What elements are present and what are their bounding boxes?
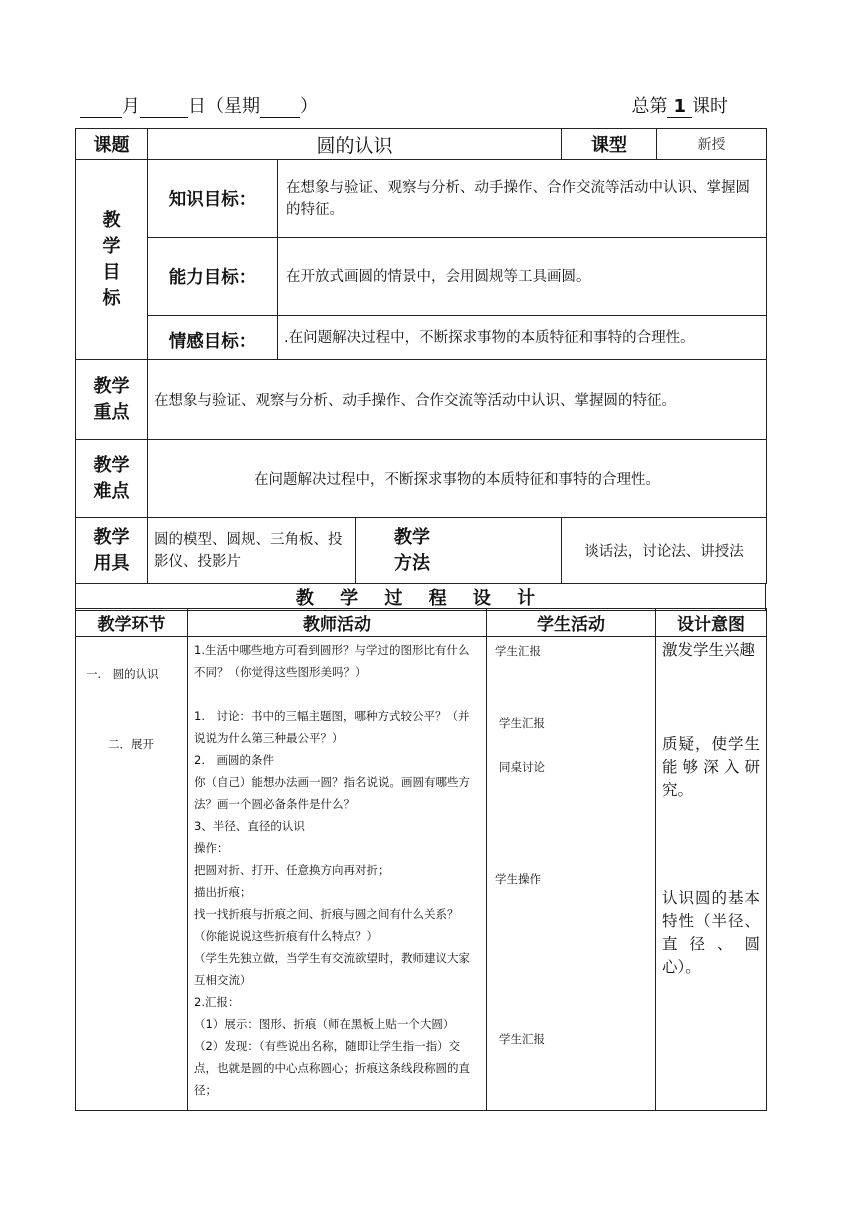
date-fields [80, 92, 318, 118]
day-blank[interactable] [140, 100, 188, 118]
teacher-line: 1. 讨论：书中的三幅主题图，哪种方式较公平？（并说说为什么第三种最公平？） [194, 709, 470, 745]
teacher-line: （2）发现：（有些说出名称，随即让学生指一指）交点，也就是圆的中心点称圆心；折痕这条线段称圆的直径； [194, 1039, 470, 1097]
teacher-line: 你（自己）能想办法画一圆？指名说说。画圆有哪些方法？画一个圆必备条件是什么？ [194, 775, 470, 811]
day-label: 日（星期 [188, 96, 260, 117]
type-value: 新授 [657, 129, 767, 160]
intent-item: 认识圆的基本特性（半径、直径、圆心）。 [662, 889, 760, 976]
knowledge-label: 知识目标： [148, 160, 278, 238]
month-label: 月 [122, 96, 140, 117]
student-item: 学生操作 [495, 872, 541, 886]
month-blank[interactable] [80, 100, 122, 118]
difficulty-label-line1: 教学 [93, 454, 130, 476]
goals-label-text: 教学目标 [102, 209, 121, 309]
teacher-line: 1.生活中哪些地方可看到圆形？与学过的图形比有什么不同？（你觉得这些图形美吗？） [194, 643, 470, 679]
method-label-line1: 教学 [394, 526, 430, 548]
tools-label-line1: 教学 [93, 526, 130, 548]
student-item: 同桌讨论 [499, 760, 545, 774]
teacher-line: 把圆对折、打开、任意换方向再对折； [194, 863, 390, 877]
tools-label-line2: 用具 [93, 552, 130, 574]
teacher-line: 2. 画圆的条件 [194, 753, 274, 767]
lesson-number: 1 [673, 96, 686, 117]
key-label [76, 360, 148, 440]
process-title: 教 学 过 程 设 计 [76, 584, 766, 611]
key-label-line2: 重点 [93, 401, 130, 423]
teacher-activity-cell [188, 637, 487, 1111]
column-stage: 教学环节 [76, 609, 188, 637]
emotion-label: 情感目标： [148, 316, 278, 360]
weekday-blank[interactable] [260, 100, 300, 118]
teacher-line: 找一找折痕与折痕之间、折痕与圆之间有什么关系？（你能说说这些折痕有什么特点？） [194, 907, 459, 943]
teacher-line: （1）展示：图形、折痕（师在黑板上贴一个大圆） [194, 1017, 455, 1031]
teacher-spacer [194, 683, 480, 705]
method-text: 谈话法，讨论法、讲授法 [562, 518, 767, 584]
column-student: 学生活动 [487, 609, 656, 637]
intent-cell [656, 637, 767, 1111]
student-item: 学生汇报 [499, 1032, 545, 1046]
student-item: 学生汇报 [499, 716, 545, 730]
difficulty-text: 在问题解决过程中，不断探求事物的本质特征和事特的合理性。 [148, 440, 767, 518]
type-label: 课型 [562, 129, 657, 160]
stage-item: 二．展开 [108, 737, 154, 751]
tools-text: 圆的模型、圆规、三角板、投影仪、投影片 [148, 518, 356, 584]
tools-label [76, 518, 148, 584]
header-line [80, 92, 760, 118]
student-activity-cell [487, 637, 656, 1111]
intent-item: 质疑，使学生能够深入研究。 [662, 735, 760, 799]
ability-text: 在开放式画圆的情景中，会用圆规等工具画圆。 [278, 238, 767, 316]
topic-label: 课题 [76, 129, 148, 160]
teacher-line: 2.汇报： [194, 995, 240, 1009]
lesson-info-table [75, 128, 767, 584]
method-label [356, 518, 562, 584]
difficulty-label-line2: 难点 [93, 480, 130, 502]
key-label-line1: 教学 [93, 375, 130, 397]
weekday-close: ） [300, 96, 318, 117]
column-teacher: 教师活动 [188, 609, 487, 637]
teacher-line: 3、半径、直径的认识 [194, 819, 305, 833]
topic-value: 圆的认识 [148, 129, 562, 160]
emotion-text: .在问题解决过程中，不断探求事物的本质特征和事特的合理性。 [278, 316, 767, 360]
process-table [75, 608, 767, 1111]
lesson-suffix: 课时 [692, 96, 728, 117]
lesson-counter [631, 92, 728, 118]
student-item: 学生汇报 [495, 644, 541, 658]
teacher-line: 操作： [194, 841, 229, 855]
total-prefix: 总第 [631, 96, 668, 117]
ability-label: 能力目标： [148, 238, 278, 316]
teacher-line: （学生先独立做，当学生有交流欲望时，教师建议大家互相交流） [194, 951, 470, 987]
column-intent: 设计意图 [656, 609, 767, 637]
stage-cell [76, 637, 188, 1111]
process-title-table [75, 584, 766, 611]
key-text: 在想象与验证、观察与分析、动手操作、合作交流等活动中认识、掌握圆的特征。 [148, 360, 767, 440]
knowledge-text: 在想象与验证、观察与分析、动手操作、合作交流等活动中认识、掌握圆的特征。 [278, 160, 767, 238]
goals-label [76, 160, 148, 360]
teacher-line: 描出折痕； [194, 885, 252, 899]
difficulty-label [76, 440, 148, 518]
stage-item: 一. 圆的认识 [86, 667, 159, 681]
method-label-line2: 方法 [394, 552, 430, 574]
intent-item: 激发学生兴趣 [662, 641, 756, 659]
